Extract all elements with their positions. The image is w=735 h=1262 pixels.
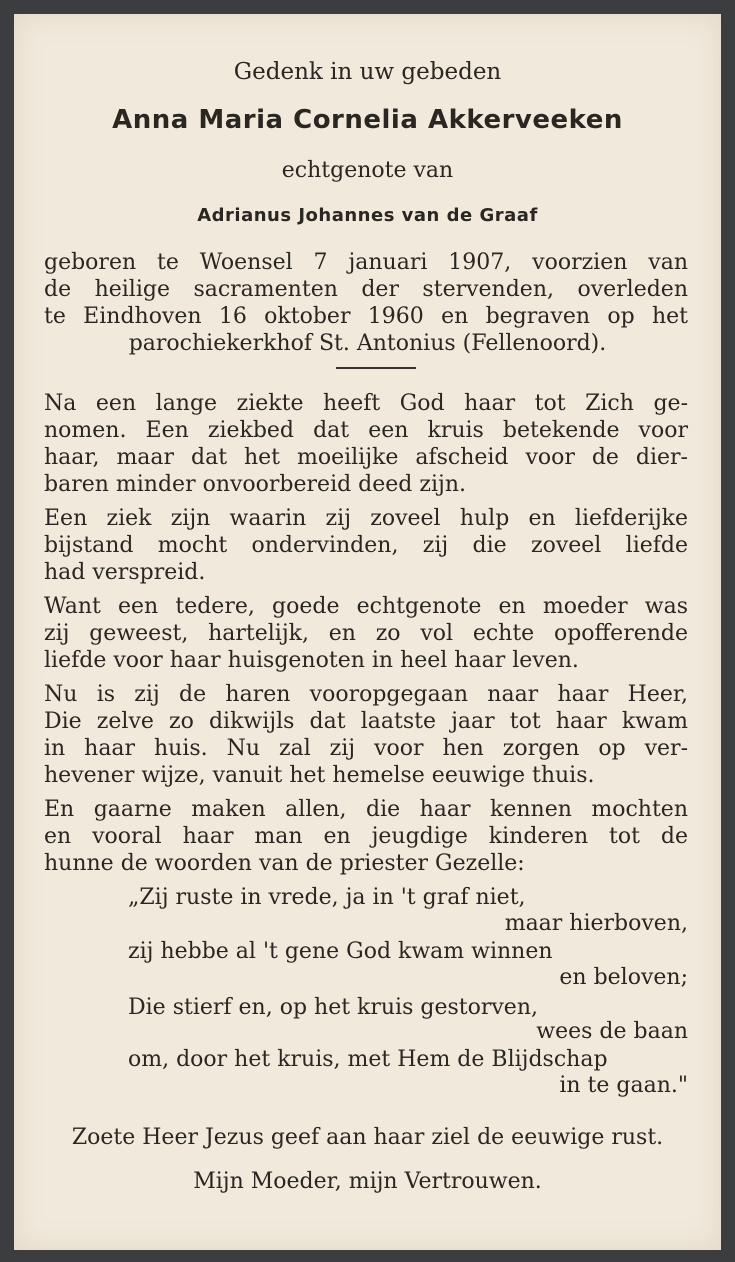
paragraph-line: zij geweest, hartelijk, en zo vol echte opofferende — [44, 621, 688, 646]
bio-line: de heilige sacramenten der stervenden, overleden — [44, 277, 688, 302]
bio-line: te Eindhoven 16 oktober 1960 en begraven op het — [44, 304, 688, 329]
paragraph-line: Want een tedere, goede echtgenote en moeder was — [44, 594, 688, 619]
divider-line — [336, 367, 416, 369]
poem-line: Die stierf en, op het kruis gestorven, — [128, 995, 538, 1020]
paragraph-line: baren minder onvoorbereid deed zijn. — [44, 472, 466, 497]
paragraph-line: in haar huis. Nu zal zij voor hen zorgen op ver- — [44, 736, 688, 761]
poem-line: maar hierboven, — [504, 911, 688, 936]
paragraph-line: liefde voor haar huisgenoten in heel haar leven. — [44, 648, 579, 673]
paragraph-line: haar, maar dat het moeilijke afscheid voor de dier- — [44, 445, 688, 470]
paragraph-line: hunne de woorden van de priester Gezelle: — [44, 851, 525, 876]
poem-line: en beloven; — [559, 965, 688, 990]
closing-invocation: Mijn Moeder, mijn Vertrouwen. — [193, 1169, 542, 1194]
paragraph-line: En gaarne maken allen, die haar kennen mochten — [44, 797, 688, 822]
bio-line: parochiekerkhof St. Antonius (Fellenoord). — [128, 331, 607, 356]
paragraph-line: en vooral haar man en jeugdige kinderen tot de — [44, 824, 688, 849]
relation-text: echtgenote van — [281, 158, 454, 183]
poem-line: wees de baan — [536, 1019, 688, 1044]
intro-text: Gedenk in uw gebeden — [233, 59, 502, 85]
paragraph-line: hevener wijze, vanuit het hemelse eeuwige thuis. — [44, 763, 595, 788]
paragraph-line: Na een lange ziekte heeft God haar tot Zich ge- — [44, 391, 688, 416]
poem-line: zij hebbe al 't gene God kwam winnen — [128, 939, 553, 964]
deceased-name: Anna Maria Cornelia Akkerveeken — [112, 105, 623, 135]
bio-line: geboren te Woensel 7 januari 1907, voorzien van — [44, 250, 688, 275]
paragraph-line: Nu is zij de haren vooropgegaan naar haar Heer, — [44, 682, 688, 707]
poem-line: om, door het kruis, met Hem de Blijdschap — [128, 1047, 608, 1072]
husband-name: Adrianus Johannes van de Graaf — [197, 205, 538, 226]
paragraph-line: Een ziek zijn waarin zij zoveel hulp en liefderijke — [44, 506, 688, 531]
paragraph-line: nomen. Een ziekbed dat een kruis betekende voor — [44, 418, 688, 443]
closing-prayer: Zoete Heer Jezus geef aan haar ziel de eeuwige rust. — [71, 1125, 664, 1150]
paragraph-line: Die zelve zo dikwijls dat laatste jaar tot haar kwam — [44, 709, 688, 734]
paragraph-line: had verspreid. — [44, 560, 206, 585]
poem-line: in te gaan." — [559, 1073, 688, 1098]
paragraph-line: bijstand mocht ondervinden, zij die zoveel liefde — [44, 533, 688, 558]
memorial-card — [14, 14, 721, 1250]
poem-line: „Zij ruste in vrede, ja in 't graf niet, — [128, 885, 526, 910]
